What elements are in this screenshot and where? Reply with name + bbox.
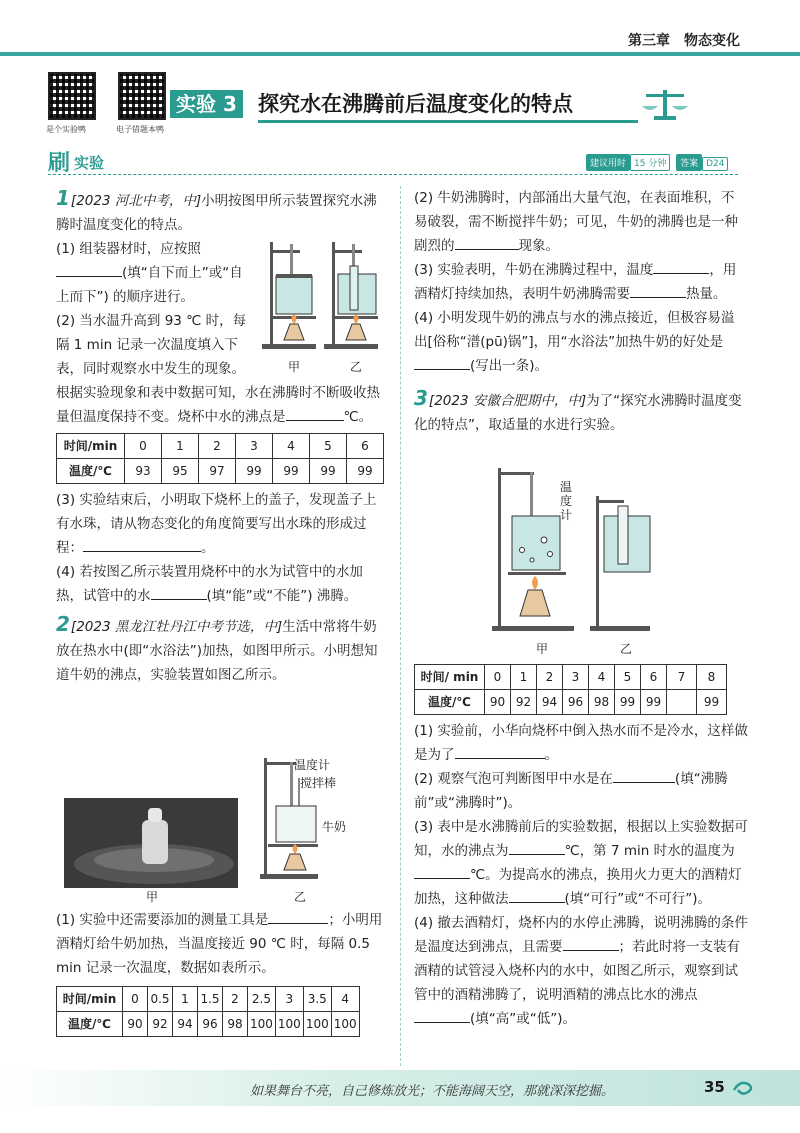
q3-fig-yi-caption: 乙 <box>620 642 633 656</box>
q1-part4 <box>56 560 386 608</box>
q2-stem <box>56 612 386 687</box>
table-cell: 2 <box>537 665 563 690</box>
table-cell: 5 <box>615 665 641 690</box>
table-cell: 90 <box>123 1012 148 1037</box>
table-cell: 8 <box>697 665 727 690</box>
table-cell: 99 <box>615 690 641 715</box>
q2-label-stirrer: 搅拌棒 <box>300 776 337 790</box>
table-cell: 4 <box>273 434 310 459</box>
footer-motto: 如果舞台不亮，自己修炼放光；不能海阔天空，那就深深挖掘。 <box>250 1084 615 1099</box>
qr1-caption: 是个实验鸭 <box>46 125 86 134</box>
page-number: 35 <box>704 1078 725 1096</box>
q3-blank6[interactable] <box>563 950 619 951</box>
q2-row1-head: 时间/min <box>57 987 123 1012</box>
qr-code-experiment[interactable] <box>48 72 96 120</box>
q2-p4a: (4) 小明发现牛奶的沸点与水的沸点接近，但极容易溢出[俗称“潽(pū)锅”]，用“水浴法”加热牛奶的好处是 <box>414 310 735 350</box>
q2-label-milk: 牛奶 <box>322 820 347 834</box>
table-cell: 95 <box>162 459 199 484</box>
q1-row1-head: 时间/min <box>57 434 125 459</box>
table-cell <box>667 690 697 715</box>
qr-code-error-book[interactable] <box>118 72 166 120</box>
q3-row2-head: 温度/℃ <box>415 690 485 715</box>
table-cell: 100 <box>331 1012 359 1037</box>
table-cell: 97 <box>199 459 236 484</box>
balance-scale-icon <box>640 86 690 122</box>
q3-p3c: ℃。为提高水的沸点，换用火力更大的酒精灯加热，这种做法 <box>414 867 742 907</box>
qr2-caption: 电子错题本鸭 <box>116 125 164 134</box>
q1-blank4[interactable] <box>151 599 207 600</box>
q1-fig-jia-caption: 甲 <box>288 360 301 374</box>
page-footer <box>0 1062 800 1133</box>
q3-fig-jia-caption: 甲 <box>536 642 549 656</box>
table-cell: 99 <box>697 690 727 715</box>
q3-row1-head: 时间/ min <box>415 665 485 690</box>
table-row <box>57 434 384 459</box>
table-cell: 99 <box>641 690 667 715</box>
q2-p3c: 热量。 <box>686 286 727 302</box>
table-cell: 4 <box>331 987 359 1012</box>
q2-p1a: (1) 实验中还需要添加的测量工具是 <box>56 912 269 928</box>
table-cell: 100 <box>303 1012 331 1037</box>
q1-p1a: (1) 组装器材时，应按照 <box>56 241 201 257</box>
q3-table <box>414 664 727 715</box>
q2-photo-milk-bottle <box>64 798 238 888</box>
q3-p3b: ℃，第 7 min 时水的温度为 <box>564 843 735 859</box>
table-cell: 98 <box>589 690 615 715</box>
table-cell: 93 <box>125 459 162 484</box>
table-cell: 94 <box>537 690 563 715</box>
q2-number: 2 <box>56 612 70 636</box>
q3-stem-text: 为了“探究水沸腾时温度变化的特点”，取适量的水进行实验。 <box>414 393 742 433</box>
experiment-title <box>170 86 688 122</box>
q2-p4b: (写出一条)。 <box>470 358 549 374</box>
q1-row2-head: 温度/℃ <box>57 459 125 484</box>
q2-blank3[interactable] <box>653 273 709 274</box>
q3-p4b: ；若此时将一支装有酒精的试管浸入烧杯内的水中，如图乙所示，观察到试管中的酒精沸腾了，说明酒精的沸点比水的沸点 <box>414 939 740 1003</box>
q2-part3 <box>414 258 744 306</box>
table-cell: 6 <box>347 434 384 459</box>
q3-part4 <box>414 911 748 1031</box>
q3-blank2[interactable] <box>613 782 675 783</box>
q1-apparatus-figure <box>262 240 388 360</box>
table-row <box>57 459 384 484</box>
experiment-tag: 实验 3 <box>170 90 243 118</box>
q3-p1a: (1) 实验前，小华向烧杯中倒入热水而不是冷水，这样做是为了 <box>414 723 748 763</box>
table-row <box>415 665 727 690</box>
q3-blank4[interactable] <box>414 878 470 879</box>
q1-p4b: (填“能”或“不能”) 沸腾。 <box>206 588 358 604</box>
q3-p3a: (3) 表中是水沸腾前后的实验数据，根据以上实验数据可知，水的沸点为 <box>414 819 748 859</box>
q3-apparatus-figure <box>492 466 662 638</box>
q2-table <box>56 986 360 1037</box>
page-header <box>0 0 800 62</box>
q2-p3b: ，用酒精灯持续加热，表明牛奶沸腾需要 <box>414 262 737 302</box>
right-column <box>414 186 744 437</box>
q1-p2c: ℃。 <box>343 409 373 425</box>
title-underline <box>258 120 638 123</box>
table-cell: 2 <box>199 434 236 459</box>
table-cell: 7 <box>667 665 697 690</box>
q2-p2a: (2) 牛奶沸腾时，内部涌出大量气泡，在表面堆积，不易破裂，需不断搅拌牛奶；可见，牛奶的沸腾也是一种剧烈的 <box>414 190 738 254</box>
table-cell: 3.5 <box>303 987 331 1012</box>
q1-part1 <box>56 237 252 309</box>
q1-blank1[interactable] <box>56 276 122 277</box>
q3-p2b: (填“沸腾前”或“沸腾时”)。 <box>414 771 728 811</box>
table-row <box>57 1012 360 1037</box>
q3-p4c: (填“高”或“低”)。 <box>470 1011 577 1027</box>
table-cell: 2 <box>223 987 248 1012</box>
table-cell: 90 <box>485 690 511 715</box>
q1-part3 <box>56 488 386 560</box>
q1-stem <box>56 186 386 237</box>
q1-table <box>56 433 384 484</box>
table-cell: 0 <box>485 665 511 690</box>
table-cell: 1 <box>511 665 537 690</box>
q1-source: [2023 河北中考，中] <box>70 193 202 209</box>
q2-part2 <box>414 186 744 258</box>
answer-value[interactable]: D24 <box>702 157 728 171</box>
q2-blank5[interactable] <box>414 369 470 370</box>
q2-row2-head: 温度/℃ <box>57 1012 123 1037</box>
time-value: 15 分钟 <box>630 154 670 171</box>
column-divider <box>400 186 401 1066</box>
q3-p3d: (填“可行”或“不可行”)。 <box>564 891 712 907</box>
q2-source: [2023 黑龙江牡丹江中考节选，中] <box>70 619 283 635</box>
q2-blank1[interactable] <box>268 923 328 924</box>
table-row <box>57 987 360 1012</box>
table-cell: 4 <box>589 665 615 690</box>
table-cell: 0 <box>125 434 162 459</box>
q3-p2a: (2) 观察气泡可判断图甲中水是在 <box>414 771 613 787</box>
table-cell: 1.5 <box>198 987 223 1012</box>
q1-p3a: (3) 实验结束后，小明取下烧杯上的盖子，发现盖子上有水珠，请从物态变化的角度简要写出水珠的形成过程： <box>56 492 377 556</box>
q3-blank1[interactable] <box>455 758 545 759</box>
answer-label: 答案 <box>676 154 702 171</box>
table-cell: 99 <box>273 459 310 484</box>
q2-part1 <box>56 908 386 980</box>
section-sub: 实验 <box>74 154 105 172</box>
q1-p4a: (4) 若按图乙所示装置用烧杯中的水为试管中的水加热，试管中的水 <box>56 564 363 604</box>
q3-blank3[interactable] <box>509 854 565 855</box>
q1-part2 <box>56 381 386 429</box>
q1-p1b: (填“自下而上”或“自上而下”) 的顺序进行。 <box>56 265 243 305</box>
suggested-time <box>586 154 728 171</box>
table-cell: 1 <box>173 987 198 1012</box>
table-cell: 99 <box>236 459 273 484</box>
q3-part1 <box>414 719 748 767</box>
q1-fig-yi-caption: 乙 <box>350 360 363 374</box>
table-cell: 92 <box>148 1012 173 1037</box>
q2-fig-jia-caption: 甲 <box>146 890 159 904</box>
q2-p1b: ；小明用酒精灯给牛奶加热，当温度接近 90 ℃ 时，每隔 0.5 min 记录一次温度，数据如表所示。 <box>56 912 383 976</box>
q3-part3 <box>414 815 748 911</box>
table-cell: 98 <box>223 1012 248 1037</box>
q3-blank7[interactable] <box>414 1022 470 1023</box>
experiment-title-text: 探究水在沸腾前后温度变化的特点 <box>258 92 573 116</box>
q1-number: 1 <box>56 186 70 210</box>
table-cell: 0.5 <box>148 987 173 1012</box>
q2-blank2[interactable] <box>455 249 519 250</box>
q3-p1b: 。 <box>544 747 558 763</box>
q2-label-thermometer: 温度计 <box>294 758 331 772</box>
table-cell: 3 <box>275 987 303 1012</box>
chapter-title: 第三章 物态变化 <box>628 33 740 49</box>
q3-number: 3 <box>414 386 428 410</box>
table-cell: 5 <box>310 434 347 459</box>
q2-stem-text: 生活中常将牛奶放在热水中(即“水浴法”)加热，如图甲所示。小明想知道牛奶的沸点，实验装置如图乙所示。 <box>56 619 378 683</box>
table-cell: 92 <box>511 690 537 715</box>
section-divider <box>48 174 738 175</box>
q3-label-thermometer: 温度计 <box>560 480 573 522</box>
q1-blank3[interactable] <box>83 551 201 552</box>
header-bar <box>0 52 800 56</box>
table-cell: 100 <box>248 1012 276 1037</box>
section-shua: 刷 <box>48 151 71 176</box>
table-cell: 96 <box>198 1012 223 1037</box>
table-cell: 2.5 <box>248 987 276 1012</box>
table-cell: 0 <box>123 987 148 1012</box>
q3-p4a: (4) 撤去酒精灯，烧杯内的水停止沸腾，说明沸腾的条件是温度达到沸点，且需要 <box>414 915 748 955</box>
q2-blank4[interactable] <box>630 297 686 298</box>
table-cell: 100 <box>275 1012 303 1037</box>
table-row <box>415 690 727 715</box>
table-cell: 3 <box>236 434 273 459</box>
q2-fig-yi-caption: 乙 <box>294 890 307 904</box>
q3-part2 <box>414 767 748 815</box>
table-cell: 96 <box>563 690 589 715</box>
table-cell: 99 <box>347 459 384 484</box>
time-label: 建议用时 <box>586 154 630 171</box>
q3-source: [2023 安徽合肥期中，中] <box>428 393 587 409</box>
q2-lower-left <box>56 908 386 1041</box>
q2-p2b: 现象。 <box>518 238 559 254</box>
table-cell: 3 <box>563 665 589 690</box>
table-cell: 6 <box>641 665 667 690</box>
q1-p2a: (2) 当水温升高到 93 ℃ 时，每隔 1 min 记录一次温度填入下表，同时观察水中发生的现象。 <box>56 313 247 377</box>
q3-stem <box>414 386 744 437</box>
q3-blank5[interactable] <box>509 902 565 903</box>
q3-lower <box>414 660 748 1031</box>
table-cell: 1 <box>162 434 199 459</box>
q2-p3a: (3) 实验表明，牛奶在沸腾过程中，温度 <box>414 262 654 278</box>
table-cell: 99 <box>310 459 347 484</box>
swirl-icon <box>732 1078 756 1098</box>
q1-p2b: 根据实验现象和表中数据可知，水在沸腾时不断吸收热量但温度保持不变。烧杯中水的沸点是 <box>56 385 380 425</box>
q2-part4 <box>414 306 744 378</box>
table-cell: 94 <box>173 1012 198 1037</box>
q1-stem-text: 小明按图甲所示装置探究水沸腾时温度变化的特点。 <box>56 193 377 233</box>
q1-blank2[interactable] <box>286 420 344 421</box>
q1-p3b: 。 <box>201 540 215 556</box>
